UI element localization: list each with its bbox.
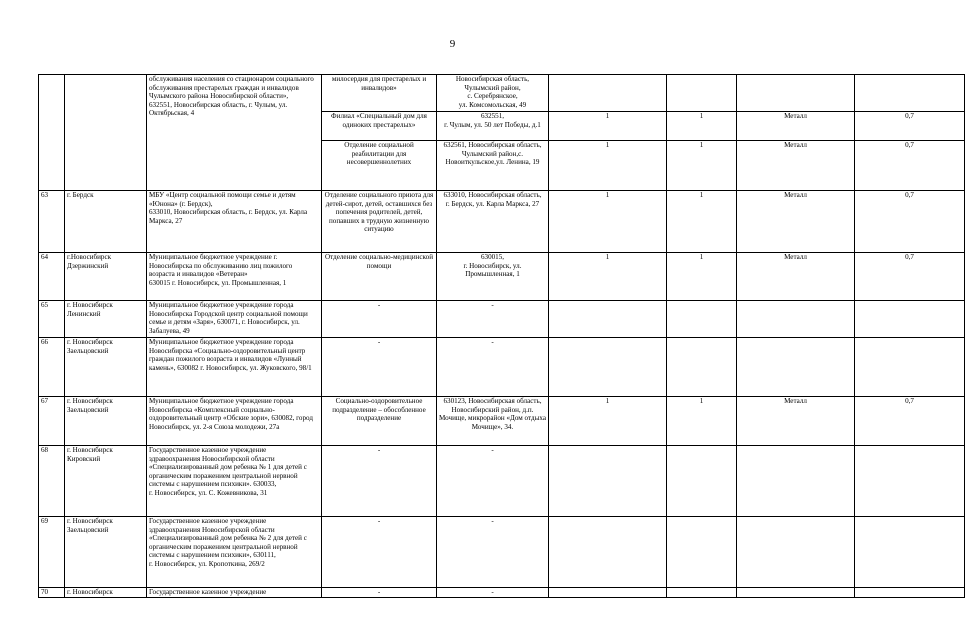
organization-cell: Государственное казенное учреждение здравоохранения Новосибирской области «Специализированный дом ребенка № 1 для детей с органическим поражением центральной нервной системы с нарушением психики». 630033, г. Новосибирск, ул. С. Кожевникова, 31 [147,446,322,517]
row-number-cell: 69 [39,517,65,588]
count-2-cell: 1 [667,253,737,301]
value-cell: 0,7 [855,112,965,141]
district-cell: г. Бердск [65,191,147,253]
unit-cell: - [322,517,437,588]
count-1-cell: 1 [549,191,667,253]
address-cell: 630123, Новосибирская область, Новосибирский район, д.п. Мочище, микрорайон «Дом отдыха Мочище», 34. [437,397,549,446]
count-1-cell [549,588,667,598]
district-cell: г. Новосибирск Кировский [65,446,147,517]
count-1-cell [549,301,667,338]
value-cell: 0,7 [855,397,965,446]
unit-cell: Отделение социального приюта для детей-сирот, детей, оставшихся без попечения родителей, детей, попавших в трудную жизненную ситуацию [322,191,437,253]
organization-cell: Муниципальное бюджетное учреждение города Новосибирска «Комплексный социально-оздоровительный центр «Обские зори», 630082, город Новосибирск, ул. 2-я Союза молодежи, 27а [147,397,322,446]
organization-cell: Муниципальное бюджетное учреждение г. Новосибирска по обслуживанию лиц пожилого возраста и инвалидов «Ветеран» 630015 г. Новосибирск, ул. Промышленная, 1 [147,253,322,301]
row-number-cell: 67 [39,397,65,446]
unit-cell: Отделение социальной реабилитации для несовершеннолетних [322,141,437,191]
unit-cell: - [322,301,437,338]
table-row [39,397,965,446]
count-1-cell: 1 [549,253,667,301]
address-cell: 630015, г. Новосибирск, ул. Промышленная, 1 [437,253,549,301]
value-cell: 0,7 [855,141,965,191]
material-cell: Металл [737,141,855,191]
count-1-cell: 1 [549,141,667,191]
material-cell: Металл [737,397,855,446]
unit-cell: - [322,446,437,517]
count-2-cell [667,301,737,338]
table-row [39,517,965,588]
address-cell: 633010, Новосибирская область, г. Бердск, ул. Карла Маркса, 27 [437,191,549,253]
table-row [39,588,965,598]
row-number-cell [39,75,65,191]
material-cell [737,338,855,397]
unit-cell: - [322,588,437,598]
count-2-cell: 1 [667,141,737,191]
value-cell [855,517,965,588]
count-2-cell [667,588,737,598]
count-1-cell [549,338,667,397]
value-cell: 0,7 [855,191,965,253]
district-cell: г.Новосибирск Дзержинский [65,253,147,301]
row-number-cell: 63 [39,191,65,253]
address-cell: - [437,301,549,338]
count-1-cell [549,75,667,112]
district-cell: г. Новосибирск Заельцовский [65,397,147,446]
material-cell [737,75,855,112]
count-1-cell: 1 [549,397,667,446]
organization-cell: Государственное казенное учреждение здравоохранения Новосибирской области «Специализированный дом ребенка № 2 для детей с органическим поражением центральной нервной системы с нарушением психики», 630111, г. Новосибирск, ул. Кропоткина, 269/2 [147,517,322,588]
row-number-cell: 66 [39,338,65,397]
district-cell: г. Новосибирск [65,588,147,598]
material-cell: Металл [737,112,855,141]
page-number: 9 [449,38,456,50]
count-1-cell [549,446,667,517]
count-2-cell: 1 [667,112,737,141]
value-cell: 0,7 [855,253,965,301]
value-cell [855,588,965,598]
material-cell [737,588,855,598]
organization-cell: МБУ «Центр социальной помощи семье и детям «Юнона» (г. Бердск), 633010, Новосибирская область, г. Бердск, ул. Карла Маркса, 27 [147,191,322,253]
registry-table [38,74,965,598]
district-cell: г. Новосибирск Заельцовский [65,338,147,397]
unit-cell: Социально-оздоровительное подразделение – обособленное подразделение [322,397,437,446]
table-row [39,75,965,112]
address-cell: - [437,517,549,588]
count-2-cell [667,338,737,397]
unit-cell: Отделение социально-медицинской помощи [322,253,437,301]
material-cell [737,446,855,517]
value-cell [855,446,965,517]
material-cell: Металл [737,191,855,253]
unit-cell: - [322,338,437,397]
table-row [39,446,965,517]
district-cell: г. Новосибирск Заельцовский [65,517,147,588]
material-cell: Металл [737,253,855,301]
row-number-cell: 70 [39,588,65,598]
table-row [39,338,965,397]
organization-cell: Муниципальное бюджетное учреждение города Новосибирска Городской центр социальной помощи семье и детям «Заря», 630071, г. Новосибирск, ул. Забалуева, 49 [147,301,322,338]
count-1-cell [549,517,667,588]
organization-cell: обслуживания населения со стационаром социального обслуживания престарелых граждан и инвалидов Чулымского района Новосибирской области», 632551, Новосибирская область, г. Чулым, ул. Октябрьская, 4 [147,75,322,191]
district-cell: г. Новосибирск Ленинский [65,301,147,338]
organization-cell: Государственное казенное учреждение [147,588,322,598]
value-cell [855,75,965,112]
count-1-cell: 1 [549,112,667,141]
district-cell [65,75,147,191]
address-cell: - [437,338,549,397]
count-2-cell: 1 [667,191,737,253]
count-2-cell [667,75,737,112]
row-number-cell: 65 [39,301,65,338]
row-number-cell: 68 [39,446,65,517]
row-number-cell: 64 [39,253,65,301]
table-row [39,301,965,338]
material-cell [737,301,855,338]
table-row [39,253,965,301]
unit-cell: Филиал «Специальный дом для одиноких престарелых» [322,112,437,141]
table-row [39,191,965,253]
address-cell: Новосибирская область, Чулымский район, с. Серебрянское, ул. Комсомольская, 49 [437,75,549,112]
organization-cell: Муниципальное бюджетное учреждение города Новосибирска «Социально-оздоровительный центр граждан пожилого возраста и инвалидов «Лунный камень», 630082 г. Новосибирск, ул. Жуковского, 98/1 [147,338,322,397]
value-cell [855,301,965,338]
address-cell: 632551, г. Чулым, ул. 50 лет Победы, д.1 [437,112,549,141]
count-2-cell [667,446,737,517]
material-cell [737,517,855,588]
unit-cell: милосердия для престарелых и инвалидов» [322,75,437,112]
value-cell [855,338,965,397]
count-2-cell: 1 [667,397,737,446]
address-cell: - [437,588,549,598]
count-2-cell [667,517,737,588]
address-cell: - [437,446,549,517]
address-cell: 632561, Новосибирская область, Чулымский район,с. Новоиткульское,ул. Ленина, 19 [437,141,549,191]
